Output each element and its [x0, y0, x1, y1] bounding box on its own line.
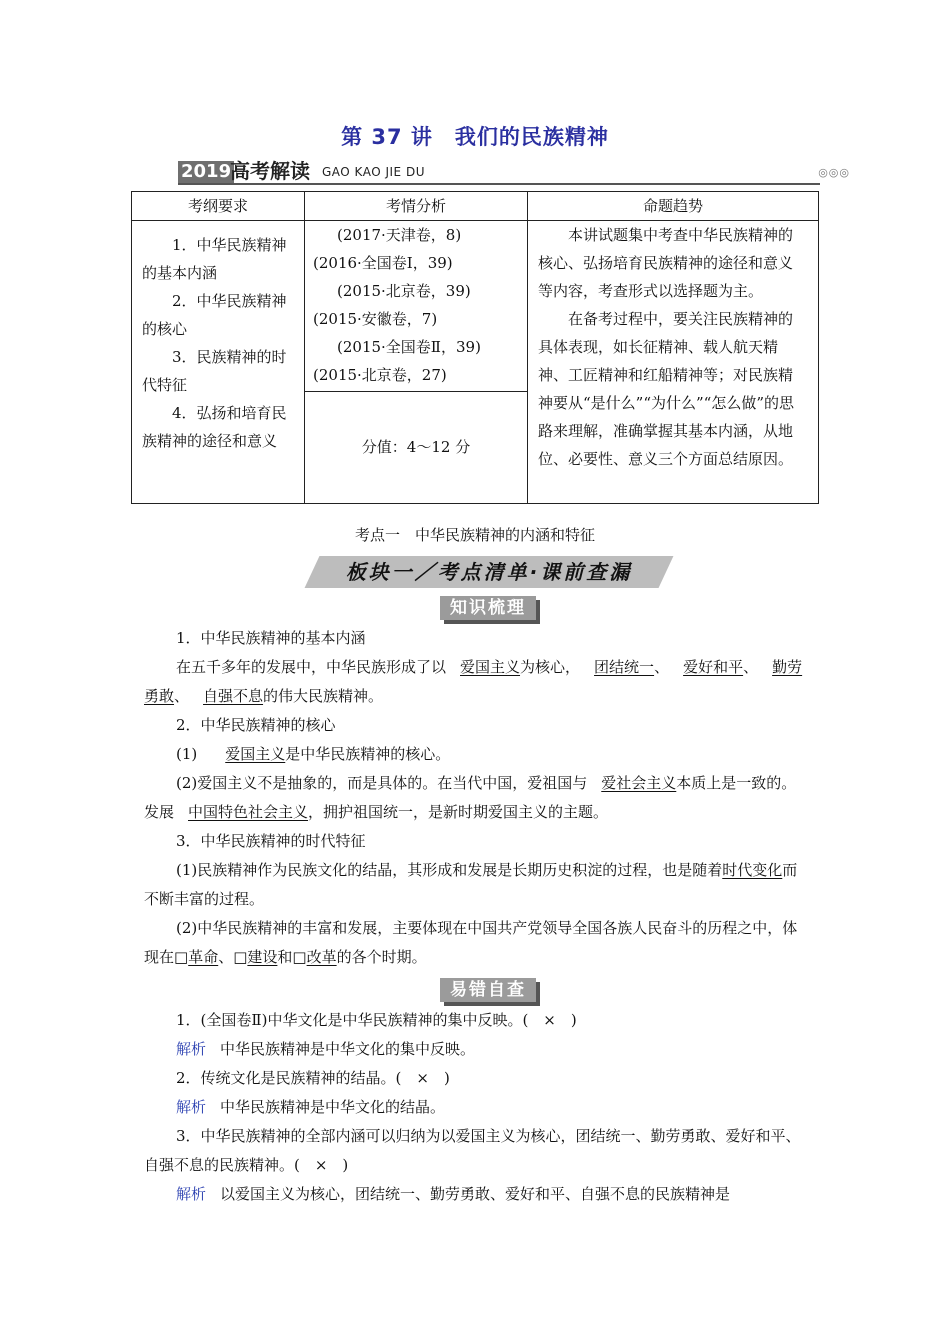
analysis-label: 解析: [176, 1098, 207, 1116]
k1-heading: 1．中华民族精神的基本内涵: [176, 629, 366, 647]
gaokao-title: 高考解读: [230, 159, 310, 183]
analysis-item: (2015·北京卷，27): [313, 366, 447, 384]
blank-answer: 自强不息: [203, 687, 264, 705]
blank-answer: 建设: [247, 948, 278, 966]
k2-paragraph-2: (2)爱国主义不是抽象的，而是具体的。在当代中国，爱祖国与 爱社会主义本质上是一致的。发展 中国特色社会主义，拥护祖国统一，是新时期爱国主义的主题。: [144, 774, 797, 821]
error-check-tag: 易错自查: [440, 978, 536, 1002]
blank-answer: 爱国主义: [460, 658, 521, 676]
analysis-item: (2016·全国卷Ⅰ，39): [313, 254, 453, 272]
gaokao-year: 2019: [178, 161, 234, 183]
section-banner: [312, 556, 666, 588]
trend-paragraph: 在备考过程中，要关注民族精神的具体表现，如长征精神、载人航天精神、工匠精神和红船精神等；对民族精神要从“是什么”“为什么”“怎么做”的思路来理解，准确掌握其基本内涵，从地位、必要性、意义三个方面总结原因。: [538, 310, 795, 468]
k2-heading: 2．中华民族精神的核心: [176, 716, 336, 734]
k3-heading: 3．中华民族精神的时代特征: [176, 832, 366, 850]
trend-paragraph: 本讲试题集中考查中华民族精神的核心、弘扬培育民族精神的途径和意义等内容，考查形式以选择题为主。: [538, 226, 794, 300]
header-requirements: 考纲要求: [132, 192, 305, 221]
analysis-item: (2017·天津卷，8): [337, 226, 462, 244]
blank-answer: 革命: [188, 948, 219, 966]
section-title: 考点一 中华民族精神的内涵和特征: [354, 526, 595, 544]
analysis-2: 解析 中华民族精神是中华文化的结晶。: [176, 1098, 446, 1116]
analysis-item: (2015·安徽卷，7): [313, 310, 438, 328]
table-row: [132, 221, 819, 504]
score-range: 分值：4～12 分: [305, 391, 527, 503]
question-3: 3．中华民族精神的全部内涵可以归纳为以爱国主义为核心，团结统一、勤劳勇敢、爱好和平、自强不息的民族精神。( × ): [144, 1127, 801, 1174]
lesson-title: 第 37 讲 我们的民族精神: [341, 125, 609, 149]
blank-answer: 勤劳勇敢: [144, 658, 803, 705]
analysis-cell: [305, 221, 528, 504]
analysis-3: 解析 以爱国主义为核心，团结统一、勤劳勇敢、爱好和平、自强不息的民族精神是: [176, 1185, 731, 1203]
question-1: 1．(全国卷Ⅱ)中华文化是中华民族精神的集中反映。( × ): [176, 1011, 577, 1029]
k3-paragraph-2: (2)中华民族精神的丰富和发展，主要体现在中国共产党领导全国各族人民奋斗的历程之中，体现在□革命、□建设和□改革的各个时期。: [144, 919, 798, 966]
gaokao-header: [178, 159, 850, 185]
k2-paragraph-1: (1) 爱国主义是中华民族精神的核心。: [176, 745, 451, 763]
trend-cell: [528, 221, 819, 504]
analysis-label: 解析: [176, 1185, 207, 1203]
knowledge-content: [144, 624, 808, 972]
analysis-label: 解析: [176, 1040, 207, 1058]
requirement-item: 2．中华民族精神的核心: [142, 292, 287, 338]
analysis-1: 解析 中华民族精神是中华文化的集中反映。: [176, 1040, 476, 1058]
error-check-content: [144, 1006, 808, 1209]
k3-paragraph-1: (1)民族精神作为民族文化的结晶，其形成和发展是长期历史积淀的过程，也是随着时代变化而不断丰富的过程。: [144, 861, 798, 908]
k1-paragraph: 在五千多年的发展中，中华民族形成了以 爱国主义为核心， 团结统一、 爱好和平、 勤劳勇敢、 自强不息的伟大民族精神。: [144, 658, 803, 705]
analysis-list: [305, 221, 527, 391]
blank-answer: 中国特色社会主义: [188, 803, 309, 821]
dots-icon: ◎◎◎: [818, 166, 850, 179]
analysis-item: (2015·北京卷，39): [337, 282, 471, 300]
requirements-cell: [132, 221, 305, 504]
knowledge-tag: 知识梳理: [440, 596, 536, 620]
gaokao-pinyin: GAO KAO JIE DU: [322, 165, 425, 179]
question-2: 2．传统文化是民族精神的结晶。( × ): [176, 1069, 450, 1087]
header-trend: 命题趋势: [528, 192, 819, 221]
table-header-row: [132, 192, 819, 221]
exam-table: [131, 191, 819, 504]
requirement-item: 4．弘扬和培育民族精神的途径和意义: [142, 404, 287, 450]
blank-answer: 改革: [306, 948, 337, 966]
requirement-item: 1．中华民族精神的基本内涵: [142, 236, 287, 282]
blank-answer: 时代变化: [722, 861, 783, 879]
header-analysis: 考情分析: [305, 192, 528, 221]
requirement-item: 3．民族精神的时代特征: [142, 348, 287, 394]
blank-answer: 爱社会主义: [601, 774, 677, 792]
header-rule: [178, 183, 820, 185]
banner-label: 板块一／考点清单·课前查漏: [345, 560, 633, 584]
analysis-item: (2015·全国卷Ⅱ，39): [337, 338, 481, 356]
blank-answer: 爱国主义: [225, 745, 286, 763]
blank-answer: 团结统一: [594, 658, 655, 676]
blank-answer: 爱好和平: [683, 658, 744, 676]
